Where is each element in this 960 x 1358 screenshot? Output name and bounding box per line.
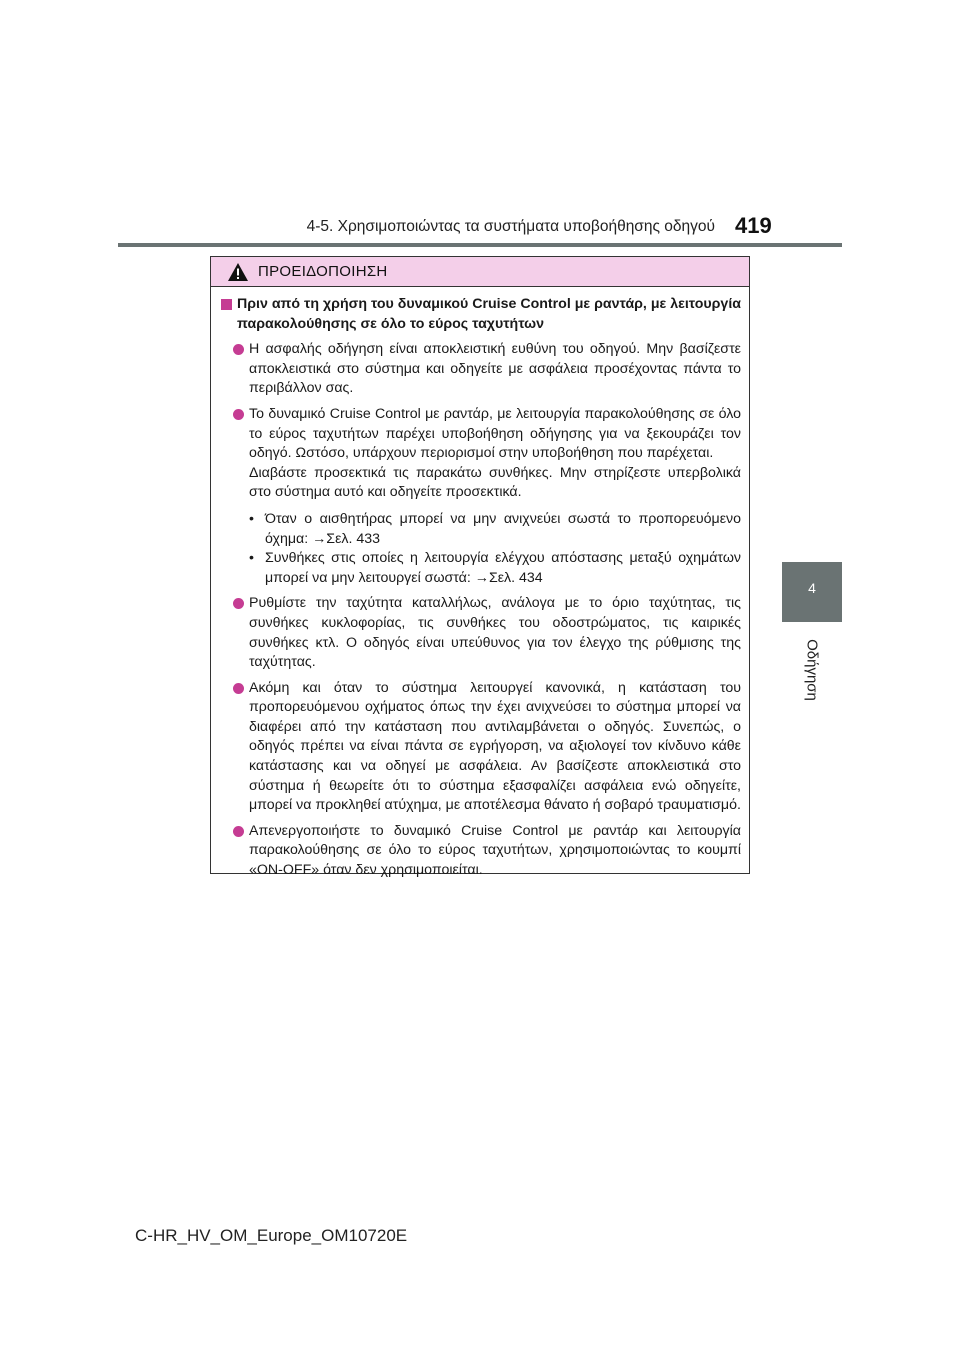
circle-bullet-icon [233, 826, 244, 837]
bullet-text: Η ασφαλής οδήγηση είναι αποκλειστική ευθύνη του οδηγού. Μην βασίζεστε αποκλειστικά στο σύστημα και οδηγείτε με ασφάλεια προσέχοντας πάντα το περιβάλλον σας. [249, 341, 741, 397]
warning-box [210, 256, 750, 879]
chapter-tab [782, 562, 842, 622]
warning-title: ΠΡΟΕΙΔΟΠΟΙΗΣΗ [258, 263, 388, 280]
chapter-label [797, 630, 827, 710]
bullet-text-continued: Διαβάστε προσεκτικά τις παρακάτω συνθήκες. Μην στηρίζεστε υπερβολικά στο σύστημα αυτό και οδηγείτε προσεκτικά. [249, 464, 741, 501]
circle-bullet-icon [233, 344, 244, 355]
circle-bullet-icon [233, 598, 244, 609]
page-number: 419 [735, 213, 772, 238]
document-code: C-HR_HV_OM_Europe_OM10720E [135, 1226, 408, 1245]
chapter-label-text: Οδήγηση [803, 639, 821, 701]
bullet-text: Απενεργοποιήστε το δυναμικό Cruise Control με ραντάρ και λειτουργία παρακολούθησης σε όλο το εύρος ταχυτήτων, χρησιμοποιώντας το κουμπί «ON-OFF» όταν δεν χρησιμοποιείται. [249, 822, 741, 879]
warning-section-heading [219, 295, 741, 334]
sub-item-text: Συνθήκες στις οποίες η λειτουργία ελέγχου απόστασης μεταξύ οχημάτων μπορεί να μην λειτουργεί σωστά: →Σελ. 434 [265, 550, 741, 586]
sub-list-item [219, 510, 741, 549]
dot-marker: • [249, 550, 254, 567]
sub-list-item [219, 549, 741, 588]
header-divider [118, 243, 842, 247]
chapter-number: 4 [808, 580, 816, 596]
circle-bullet-icon [233, 409, 244, 420]
circle-bullet-icon [233, 683, 244, 694]
bullet-text: Ρυθμίστε την ταχύτητα καταλλήλως, ανάλογα με το όριο ταχύτητας, τις συνθήκες κυκλοφορίας, τις συνθήκες του οδοστρώματος, τις καιρικές συνθήκες κτλ. Ο οδηγός είναι υπεύθυνος για τον έλεγχο της ρύθμισης της ταχύτητας. [249, 595, 741, 671]
list-item [219, 594, 741, 672]
page-header [0, 0, 960, 250]
warning-triangle-icon [227, 262, 249, 282]
list-item [219, 679, 741, 816]
list-item [219, 340, 741, 399]
bullet-text: Το δυναμικό Cruise Control με ραντάρ, με λειτουργία παρακολούθησης σε όλο το εύρος ταχυτήτων παρέχει υποβοήθηση οδήγησης για να ξεκουράζει τον οδηγό. Ωστόσο, υπάρχουν περιορισμοί στην υποβοήθηση που παρέχεται. [249, 405, 741, 462]
sub-item-text: Όταν ο αισθητήρας μπορεί να μην ανιχνεύει σωστά το προπορευόμενο όχημα: →Σελ. 433 [265, 510, 741, 547]
warning-body [211, 287, 749, 881]
bullet-text: Ακόμη και όταν το σύστημα λειτουργεί κανονικά, η κατάσταση του προπορευόμενου οχήματος όπως την έχει ανιχνεύσει το σύστημα μπορεί να διαφέρει από την κατάσταση που αντιλαμβάνεται ο οδηγός. Συνεπώς, ο οδηγός πρέπει να είναι πάντα σε εγρήγορση, να αξιολογεί τον κίνδυνο κάθε κατάστασης και να οδηγεί με ασφάλεια. Αν βασίζεστε αποκλειστικά στο σύστημα ή θεωρείτε ότι το σύστημα εξασφαλίζει ασφάλεια ενώ οδηγείτε, μπορεί να προκληθεί ατύχημα, με αποτέλεσμα θάνατο ή σοβαρό τραυματισμό. [249, 679, 741, 814]
warning-heading-text: Πριν από τη χρήση του δυναμικού Cruise Control με ραντάρ, με λειτουργία παρακολούθησης σε όλο το εύρος ταχυτήτων [237, 296, 741, 332]
square-bullet-icon [221, 299, 232, 310]
list-item [219, 822, 741, 881]
dot-marker: • [249, 510, 254, 527]
warning-header [211, 257, 749, 287]
section-title: 4-5. Χρησιμοποιώντας τα συστήματα υποβοήθησης οδηγού [306, 218, 715, 235]
list-item [219, 405, 741, 503]
